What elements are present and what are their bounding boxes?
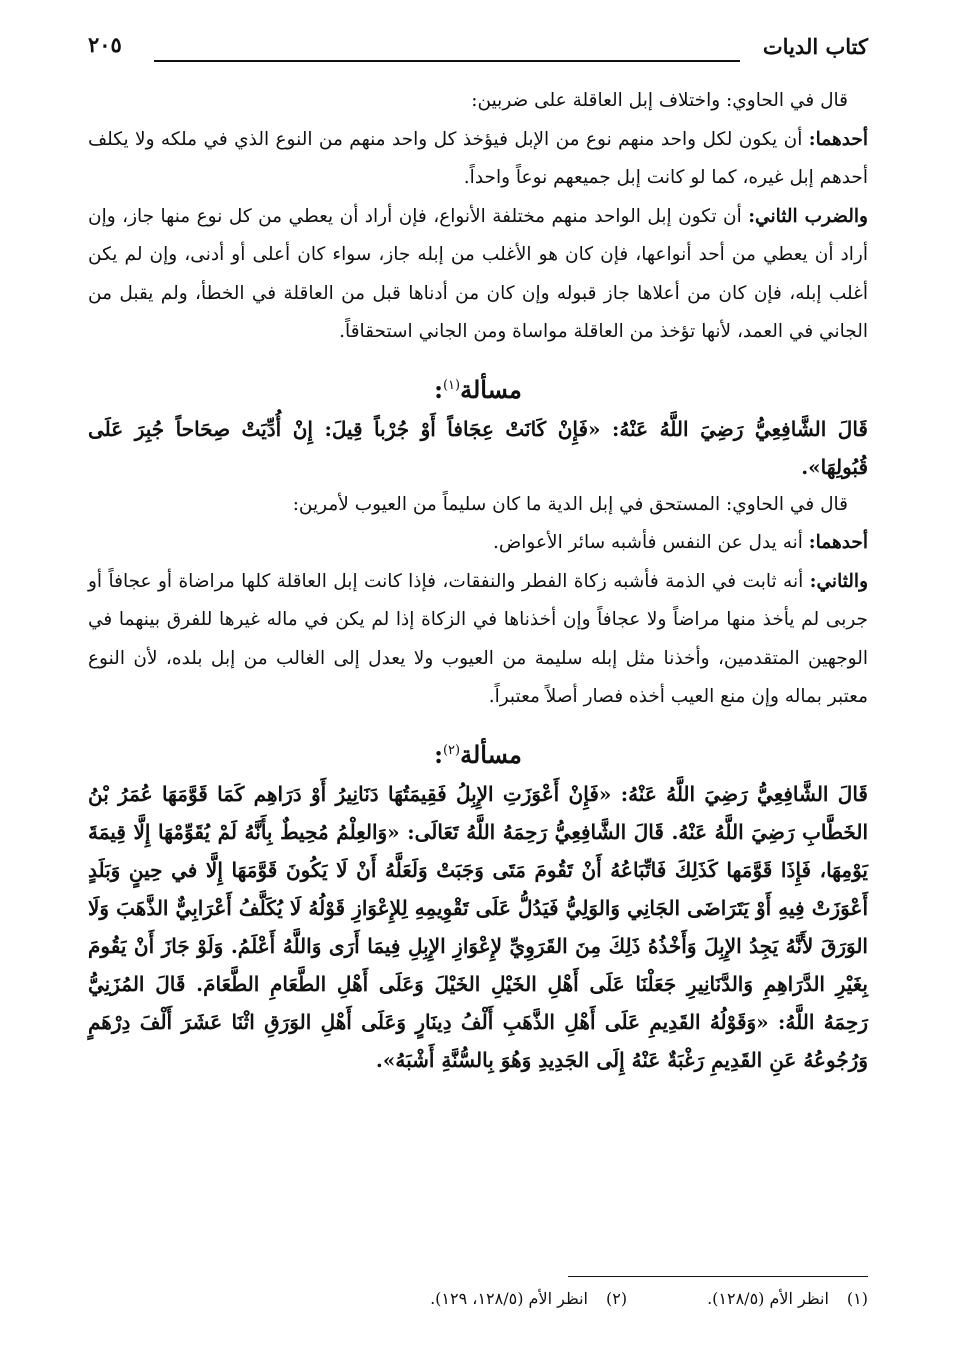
footnote-text: انظر الأم (١٢٨/٥).	[707, 1289, 829, 1308]
paragraph	[88, 524, 868, 563]
footnotes	[88, 1276, 868, 1308]
footnote-2	[430, 1289, 627, 1308]
paragraph	[88, 121, 868, 198]
page-number: ٢٠٥	[88, 32, 122, 57]
paragraph-text: أن يكون لكل واحد منهم نوع من الإبل فيؤخذ كل واحد منهم من النوع الذي في ملكه ولا يكلف أحدهم إبل غيره، كما لو كانت إبل جميعهم نوعاً واحداً.	[88, 128, 868, 188]
footnote-number: (٢)	[605, 1289, 628, 1308]
shafii-quote-1: قَالَ الشَّافِعِيُّ رَضِيَ اللَّهُ عَنْهُ: «فَإِنْ كَانَتْ عِجَافاً أَوْ جُرْباً قِيلَ: إِنْ أُدِّيَتْ صِحَاحاً جُبِرَ عَلَى قُبُولِهَا».	[88, 416, 868, 479]
header-rule	[154, 60, 740, 62]
footnote-rule	[568, 1276, 868, 1277]
paragraph-text: أنه ثابت في الذمة فأشبه زكاة الفطر والنفقات، فإذا كانت إبل العاقلة كلها مراضاة أو عجافاً أو جربى لم يأخذ منها مراضاً ولا عجافاً وإن أخذناها في الزكاة إذا لم يكن في ماله غيرها للفرق بينهما في الوجهين المتقدمين، وأخذنا مثل إبله سليمة من العيوب ولا يعدل إلى الغالب من إبل بلده، لأن النوع معتبر بماله وإن منع العيب أخذه فصار أصلاً معتبراً.	[88, 570, 868, 707]
page	[88, 28, 868, 1079]
paragraph-lead: أحدهما:	[808, 128, 868, 150]
paragraph-lead: أحدهما:	[808, 532, 868, 553]
footnote-text: انظر الأم (١٢٨/٥، ١٢٩).	[430, 1289, 588, 1308]
paragraph	[88, 563, 868, 717]
masala-heading-1	[88, 366, 868, 410]
footnote-row	[88, 1289, 868, 1308]
footnote-ref: (١)	[442, 377, 461, 393]
footnote-number: (١)	[846, 1289, 868, 1308]
masala-heading-2	[88, 731, 868, 775]
shafii-quote-2: قَالَ الشَّافِعِيُّ رَضِيَ اللَّهُ عَنْهُ: «فَإِنْ أَعْوَزَتِ الإِبِلُ فَقِيمَتُهَا دَنَانِيرُ أَوْ دَرَاهِم كَمَا قَوَّمَهَا عُمَرُ بْنُ الخَطَّابِ رَضِيَ اللَّهُ عَنْهُ. قَالَ الشَّافِعِيُّ رَحِمَهُ اللَّهُ تَعَالَى: «وَالعِلْمُ مُحِيطٌ بِأَنَّهُ لَمْ يُقَوِّمْهَا إِلَّا قِيمَةَ يَوْمِهَا، فَإِذَا قَوَّمَها كَذَلِكَ فَاتِّبَاعُهُ أَنْ تَقُومَ مَتَى وَجَبَتْ وَلَعَلَّهُ أَنْ لَا يَكُونَ قَوَّمَهَا إِلَّا في حِينٍ وَبَلَدٍ أَعْوَزَتْ فِيهِ أَوْ يَتَرَاضَى الجَانِي وَالوَلِيُّ فَيَدُلُّ عَلَى تَقْوِيمِهِ لِلإِعْوَازِ قَوْلُهُ لَا يُكَلَّفُ أَعْرَابِيٌّ الذَّهَبَ وَلَا الوَرَقَ لأَنَّهُ يَجِدُ الإِبِلَ وَأَخْذُهُ ذَلِكَ مِنَ القَرَوِيِّ لإِعْوَازِ الإِبِلِ فِيمَا أَرَى وَاللَّهُ أَعْلَمُ. وَلَوْ جَازَ أَنْ يَقُومَ بِغَيْرِ الدَّرَاهِمِ وَالدَّنَانِيرِ جَعَلْنَا عَلَى أَهْلِ الخَيْلِ الخَيْلَ وَعَلَى أَهْلِ الطَّعَامِ الطَّعَامَ. قَالَ المُزَنِيُّ رَحِمَهُ اللَّهُ: «وَقَوْلُهُ القَدِيمِ عَلَى أَهْلِ الذَّهَبِ أَلْفُ دِينَارٍ وَعَلَى أَهْلِ الوَرَقِ اثْنَا عَشَرَ أَلْفَ دِرْهَمٍ وَرُجُوعُهُ عَنِ القَدِيمِ رَغْبَةٌ عَنْهُ إِلَى الجَدِيدِ وَهُوَ بِالسُّنَّةِ أَشْبَهُ».	[88, 781, 868, 1072]
paragraph-text: أنه يدل عن النفس فأشبه سائر الأعواض.	[493, 532, 809, 553]
heading-text: مسألة	[460, 739, 522, 769]
heading-text: مسألة	[460, 374, 522, 404]
paragraph-text: أن تكون إبل الواحد منهم مختلفة الأنواع، فإن أراد أن يعطي من كل نوع منها جاز، وإن أراد أن يعطي من أحد أنواعها، فإن كان هو الأغلب من إبله جاز، سواء كان أعلى أو أدنى، وإن لم يكن أغلب إبله، فإن كان من أعلاها جاز قبوله وإن كان من أدناها قبل من العاقلة في الخطأ، ولم يقبل من الجاني في العمد، لأنها تؤخذ من العاقلة مواساة ومن الجاني استحقاقاً.	[88, 205, 868, 342]
footnote-ref: (٢)	[442, 742, 461, 758]
paragraph-text: قال في الحاوي: المستحق في إبل الدية ما كان سليماً من العيوب لأمرين:	[292, 493, 848, 515]
heading-colon: :	[434, 739, 443, 769]
paragraph	[88, 486, 868, 525]
paragraph	[88, 198, 868, 352]
heading-colon: :	[434, 374, 443, 404]
paragraph-lead: والثاني:	[809, 570, 868, 592]
paragraph-text: قال في الحاوي: واختلاف إبل العاقلة على ضربين:	[471, 90, 848, 111]
paragraph-lead: والضرب الثاني:	[748, 205, 868, 227]
running-header	[88, 28, 868, 68]
paragraph	[88, 82, 868, 121]
body-text	[88, 82, 868, 1079]
footnote-1	[707, 1289, 868, 1308]
book-title: كتاب الديات	[762, 34, 868, 59]
